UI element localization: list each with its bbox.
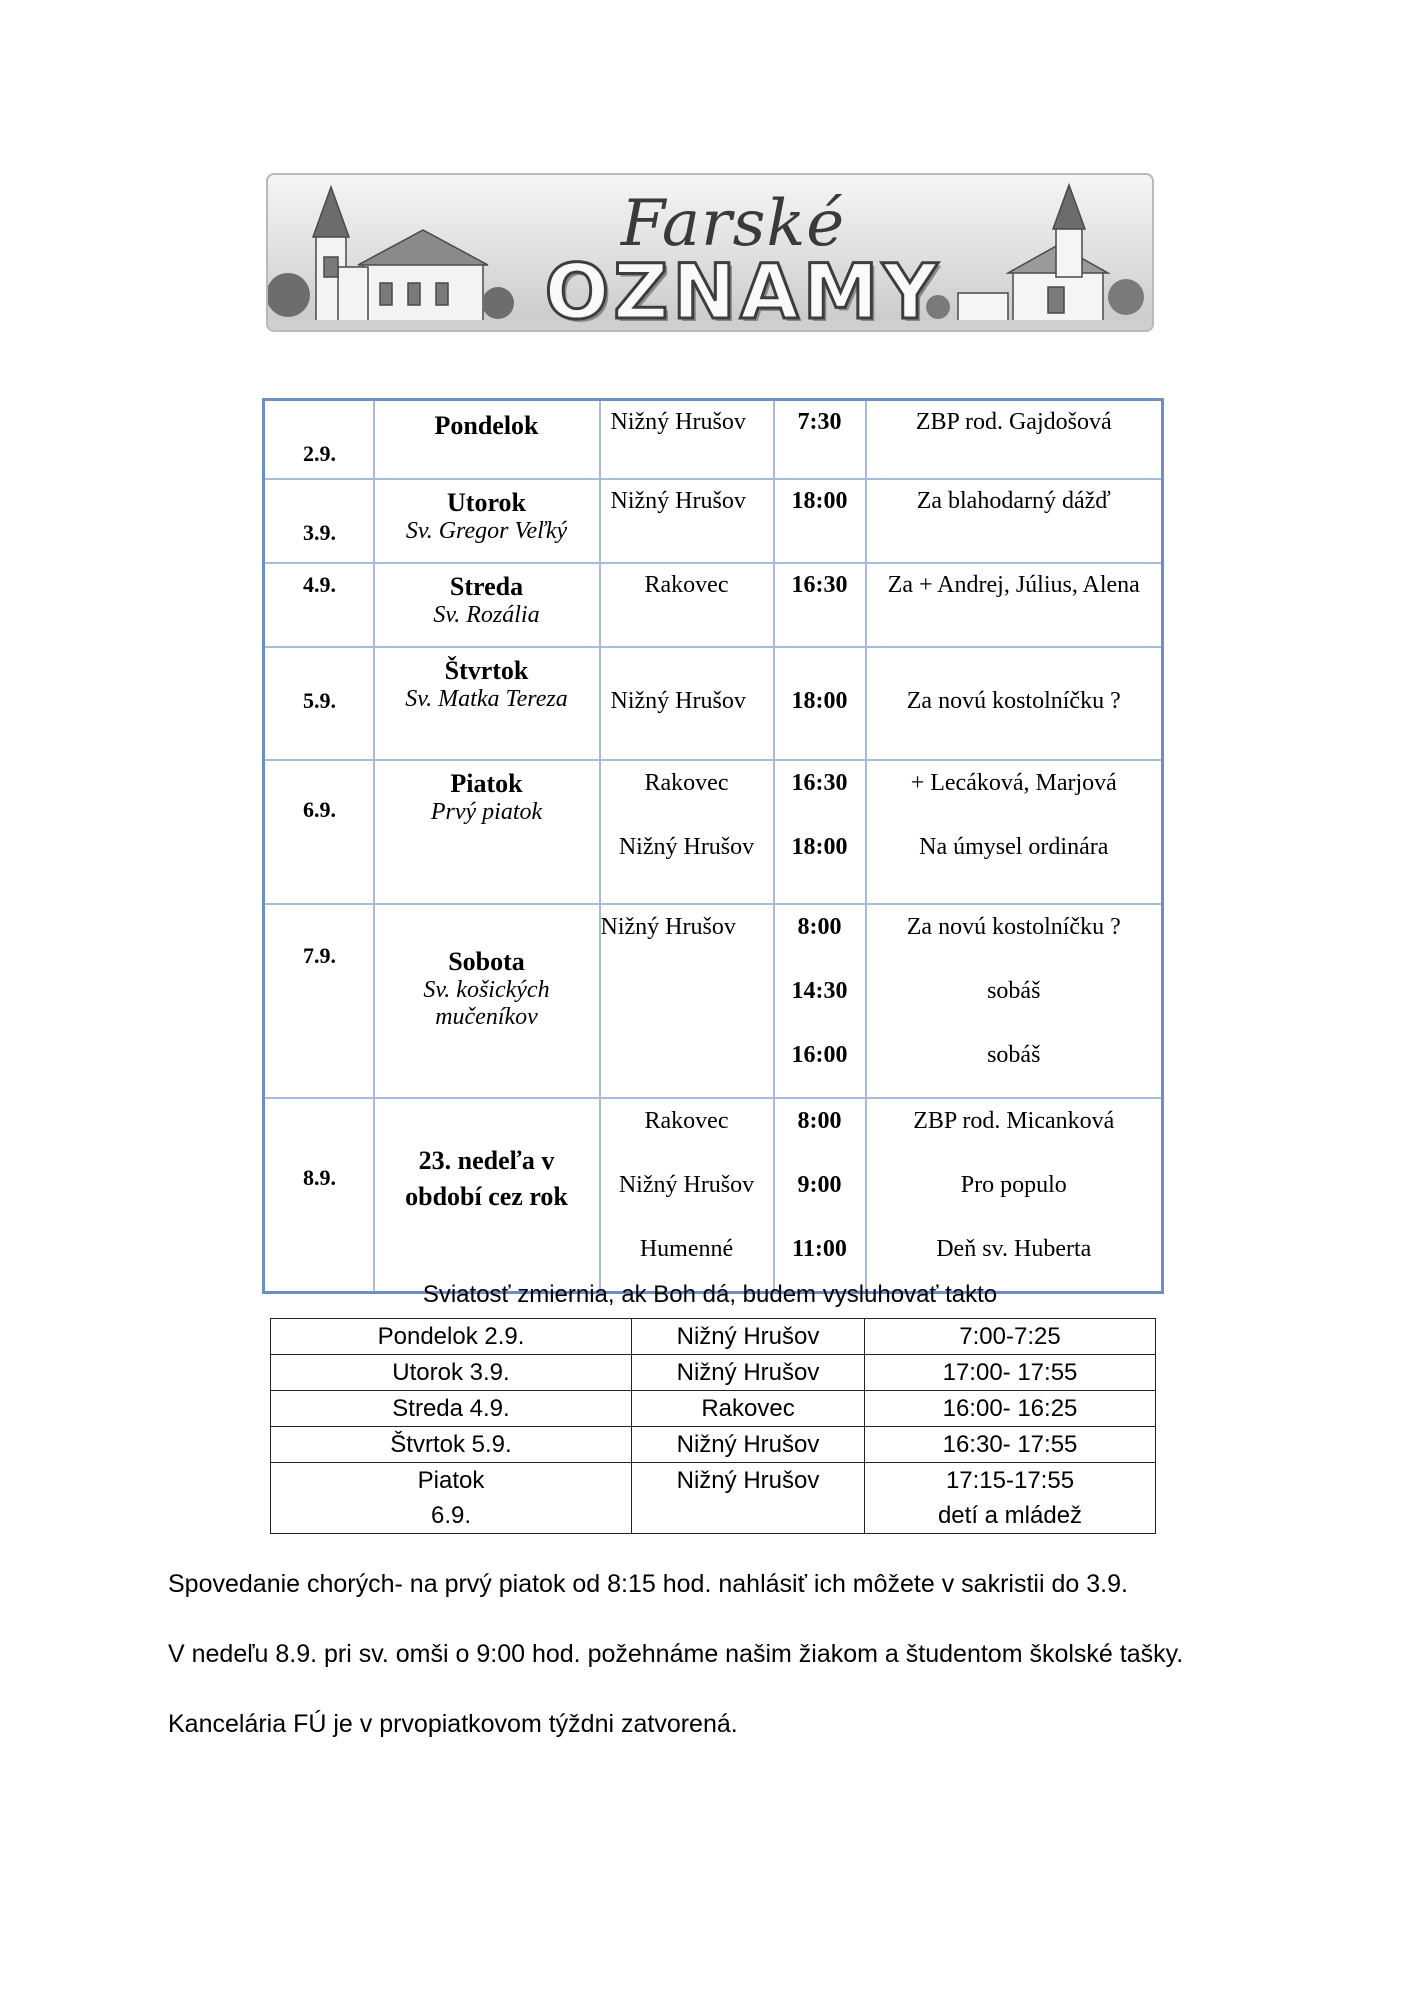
day-name: Utorok [447,487,526,517]
date-cell: 8.9. [264,1098,374,1293]
time-cell: 18:00 [774,647,866,760]
date-cell: 4.9. [264,563,374,647]
banner-script-word: Farské [620,187,846,261]
table-row [264,479,1163,563]
table-row [264,1098,1163,1293]
intention-cell: Za novú kostolníčku ? [866,647,1163,760]
table-row: Pondelok 2.9. Nižný Hrušov 7:00-7:25 [271,1319,1156,1355]
day-cell [374,647,600,760]
time-cell: 16:30 [774,563,866,647]
confession-table [270,1318,1156,1534]
table-row: Štvrtok 5.9. Nižný Hrušov 16:30- 17:55 [271,1427,1156,1463]
table-row: Piatok 6.9. Nižný Hrušov 17:15-17:55 detí a mládež [271,1463,1156,1534]
day-name: Streda [449,571,524,601]
day-name: Štvrtok [444,655,529,685]
saint-name: Sv. Matka Tereza [405,685,568,712]
table-row: Utorok 3.9. Nižný Hrušov 17:00- 17:55 [271,1355,1156,1391]
day-cell [374,760,600,904]
place-cell: Rakovec Nižný Hrušov Humenné [600,1098,774,1293]
intention-cell: Za + Andrej, Július, Alena [866,563,1163,647]
farske-oznamy-banner [266,173,1154,332]
saint-name: Sv. Rozália [433,601,540,628]
saint-name: Sv. Gregor Veľký [405,517,568,544]
intention-cell: Za blahodarný dážď [866,479,1163,563]
saint-name: Sv. košických mučeníkov [423,976,550,1030]
confession-caption: Sviatosť zmiernia, ak Boh dá, budem vysluhovať takto [422,1281,998,1308]
banner-main-word: OZNAMY [544,247,942,332]
note-school-bags-blessing: V nedeľu 8.9. pri sv. omši o 9:00 hod. požehnáme našim žiakom a študentom školské tašky. [168,1640,1184,1668]
place-cell: Nižný Hrušov [600,400,774,479]
time-cell: 8:00 14:30 16:00 [774,904,866,1098]
day-cell [374,1098,600,1293]
note-sick-confession: Spovedanie chorých- na prvý piatok od 8:15 hod. nahlásiť ich môžete v sakristii do 3.9. [168,1570,1128,1598]
date-cell: 7.9. [264,904,374,1098]
time-cell: 16:30 18:00 [774,760,866,904]
table-row [264,400,1163,479]
place-cell: Nižný Hrušov [600,479,774,563]
intention-cell: + Lecáková, Marjová Na úmysel ordinára [866,760,1163,904]
day-name: 23. nedeľa v období cez rok [405,1145,568,1211]
table-row [264,760,1163,904]
day-name: Pondelok [434,411,539,440]
day-name: Piatok [450,768,523,798]
table-row [264,563,1163,647]
left-church-icon [313,187,488,325]
date-cell: 6.9. [264,760,374,904]
date-cell: 5.9. [264,647,374,760]
table-row: Streda 4.9. Rakovec 16:00- 16:25 [271,1391,1156,1427]
day-cell [374,563,600,647]
place-cell: Rakovec Nižný Hrušov [600,760,774,904]
intention-cell: ZBP rod. Micanková Pro populo Deň sv. Huberta [866,1098,1163,1293]
time-cell: 7:30 [774,400,866,479]
place-cell: Nižný Hrušov [600,904,774,1098]
day-name: Sobota [448,946,525,976]
date-cell: 2.9. [264,400,374,479]
time-cell: 8:00 9:00 11:00 [774,1098,866,1293]
day-cell [374,904,600,1098]
table-row [264,647,1163,760]
intention-cell: Za novú kostolníčku ? sobáš sobáš [866,904,1163,1098]
time-cell: 18:00 [774,479,866,563]
table-row [264,904,1163,1098]
mass-schedule-table [262,398,1164,1294]
day-cell [374,400,600,479]
date-cell: 3.9. [264,479,374,563]
day-cell [374,479,600,563]
place-cell: Rakovec [600,563,774,647]
saint-name: Prvý piatok [430,798,543,825]
note-office-closed: Kancelária FÚ je v prvopiatkovom týždni zatvorená. [168,1710,738,1738]
place-cell: Nižný Hrušov [600,647,774,760]
intention-cell: ZBP rod. Gajdošová [866,400,1163,479]
